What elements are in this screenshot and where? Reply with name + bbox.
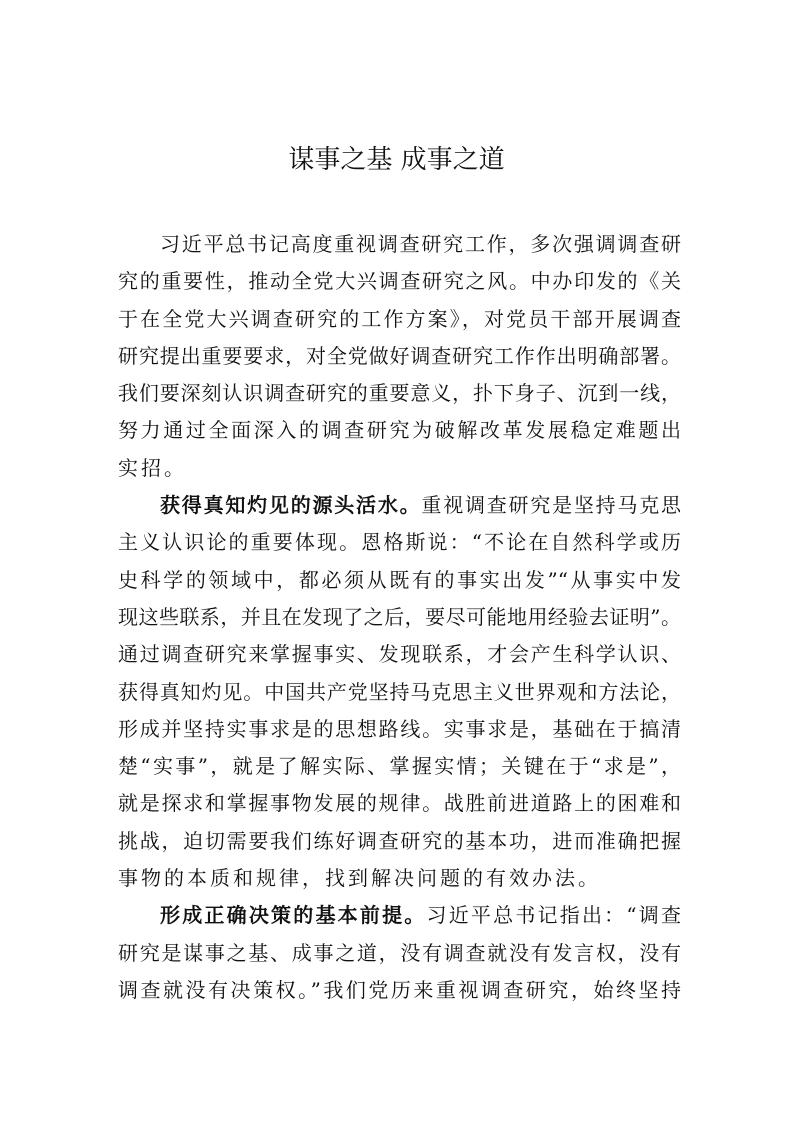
paragraph-line — [118, 338, 681, 375]
paragraph-line — [118, 450, 681, 487]
line-text: 获得真知灼见。中国共产党坚持马克思主义世界观和方法论， — [118, 679, 681, 704]
line-text: 重视调查研究是坚持马克思 — [421, 493, 682, 518]
paragraph-line — [118, 524, 681, 561]
line-text: 习近平总书记指出：“调查 — [426, 903, 682, 928]
line-text: 于在全党大兴调查研究的工作方案》，对党员干部开展调查 — [118, 306, 681, 331]
document-title: 谋事之基 成事之道 — [288, 145, 505, 175]
line-text: 实招。 — [118, 455, 187, 480]
paragraph-line — [118, 263, 681, 300]
paragraph-line — [118, 226, 681, 263]
line-text: 究的重要性，推动全党大兴调查研究之风。中办印发的《关 — [118, 269, 681, 294]
paragraph-line — [118, 860, 681, 897]
paragraph-line — [118, 897, 681, 934]
paragraph-line — [118, 748, 681, 785]
line-text: 我们要深刻认识调查研究的重要意义，扑下身子、沉到一线， — [118, 381, 681, 406]
paragraph-line — [118, 599, 681, 636]
paragraph-line — [118, 823, 681, 860]
paragraph-line — [118, 487, 681, 524]
line-text: 主义认识论的重要体现。恩格斯说：“不论在自然科学或历 — [118, 530, 681, 555]
line-text: 通过调查研究来掌握事实、发现联系，才会产生科学认识、 — [118, 642, 681, 667]
document-body — [118, 226, 681, 1009]
line-text: 习近平总书记高度重视调查研究工作，多次强调调查研 — [160, 232, 681, 256]
line-text: 挑战，迫切需要我们练好调查研究的基本功，进而准确把握 — [118, 828, 681, 853]
line-text: 研究是谋事之基、成事之道，没有调查就没有发言权，没有 — [118, 940, 681, 965]
paragraph-line — [118, 935, 681, 972]
line-text: 调查就没有决策权。”我们党历来重视调查研究，始终坚持 — [118, 977, 681, 1002]
paragraph-line — [118, 301, 681, 338]
line-text: 努力通过全面深入的调查研究为破解改革发展稳定难题出 — [118, 418, 681, 443]
line-text: 形成并坚持实事求是的思想路线。实事求是，基础在于搞清 — [118, 716, 681, 741]
line-text: 楚“实事”，就是了解实际、掌握实情；关键在于“求是”， — [118, 754, 681, 779]
line-text: 史科学的领域中，都必须从既有的事实出发”“从事实中发 — [118, 567, 681, 592]
paragraph-line — [118, 785, 681, 822]
paragraph-line — [118, 636, 681, 673]
paragraph-lead: 形成正确决策的基本前提。 — [160, 903, 427, 928]
line-text: 现这些联系，并且在发现了之后，要尽可能地用经验去证明”。 — [118, 604, 681, 629]
paragraph-line — [118, 711, 681, 748]
line-text: 事物的本质和规律，找到解决问题的有效办法。 — [118, 866, 601, 891]
paragraph-lead: 获得真知灼见的源头活水。 — [160, 493, 422, 518]
paragraph-line — [118, 412, 681, 449]
paragraph-line — [118, 562, 681, 599]
paragraph-line — [118, 674, 681, 711]
line-text: 就是探求和掌握事物发展的规律。战胜前进道路上的困难和 — [118, 791, 681, 816]
line-text: 研究提出重要要求，对全党做好调查研究工作作出明确部署。 — [118, 343, 681, 368]
paragraph-line — [118, 972, 681, 1009]
paragraph-line — [118, 375, 681, 412]
